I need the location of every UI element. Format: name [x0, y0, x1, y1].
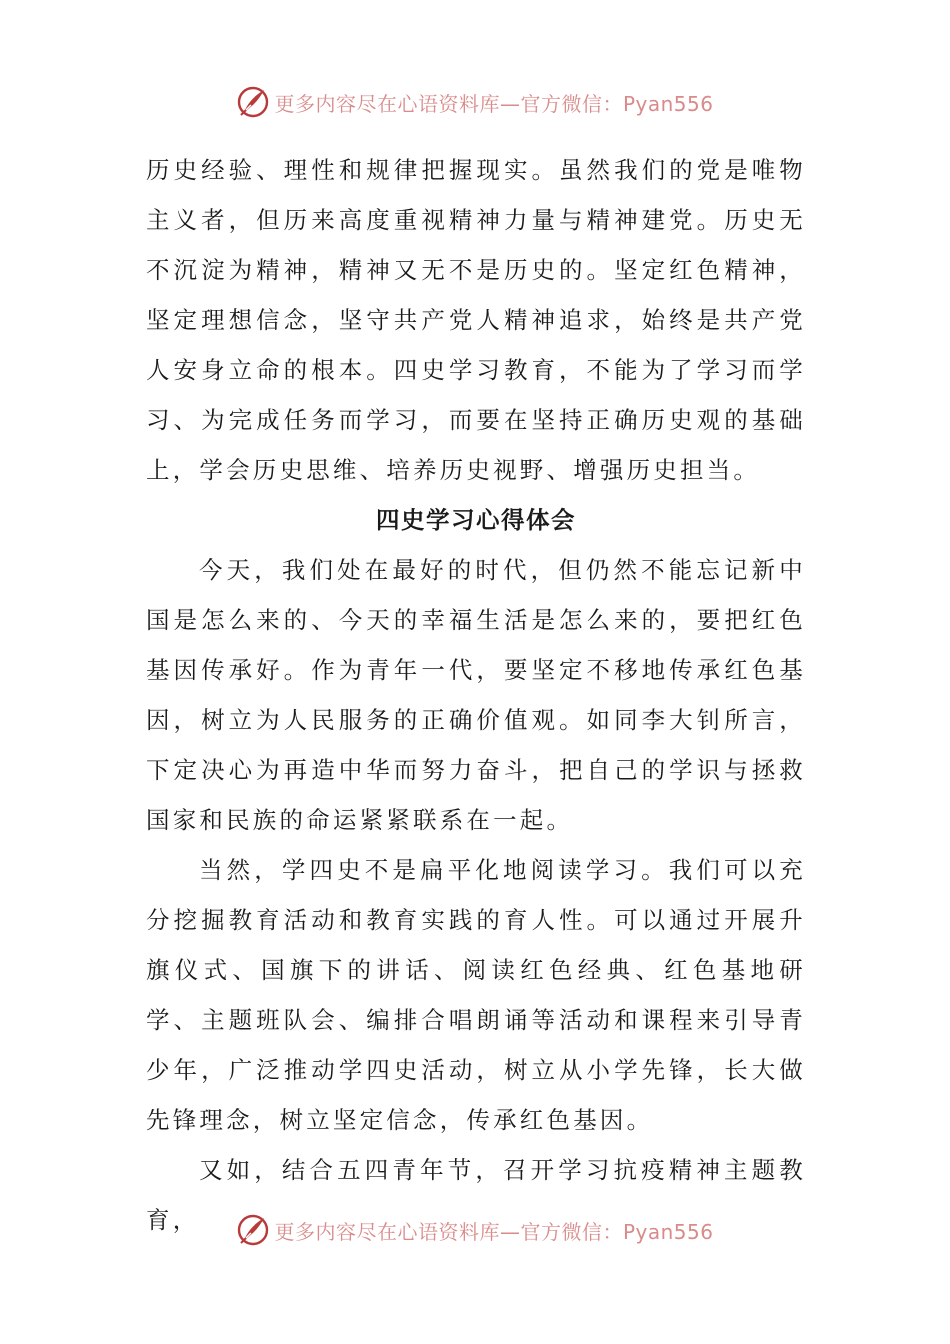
- document-body: [146, 145, 806, 1245]
- page-footer-banner: [0, 1210, 950, 1250]
- continuation-paragraph: 历史经验、理性和规律把握现实。虽然我们的党是唯物主义者，但历来高度重视精神力量与精神建党。历史无不沉淀为精神，精神又无不是历史的。坚定红色精神，坚定理想信念，坚守共产党人精神追求，始终是共产党人安身立命的根本。四史学习教育，不能为了学习而学习、为完成任务而学习，而要在坚持正确历史观的基础上，学会历史思维、培养历史视野、增强历史担当。: [146, 156, 806, 484]
- body-paragraph-3: 又如，结合五四青年节，召开学习抗疫精神主题教育，: [146, 1156, 806, 1234]
- quill-seal-icon: [236, 85, 270, 119]
- page-header-banner: [0, 82, 950, 122]
- body-paragraph-2: 当然，学四史不是扁平化地阅读学习。我们可以充分挖掘教育活动和教育实践的育人性。可以通过开展升旗仪式、国旗下的讲话、阅读红色经典、红色基地研学、主题班队会、编排合唱朗诵等活动和课程来引导青少年，广泛推动学四史活动，树立从小学先锋，长大做先锋理念，树立坚定信念，传承红色基因。: [146, 856, 806, 1134]
- footer-watermark-text: 更多内容尽在心语资料库—官方微信：Pyan556: [274, 1219, 714, 1244]
- body-paragraph-1: 今天，我们处在最好的时代，但仍然不能忘记新中国是怎么来的、今天的幸福生活是怎么来的，要把红色基因传承好。作为青年一代，要坚定不移地传承红色基因，树立为人民服务的正确价值观。如同李大钊所言，下定决心为再造中华而努力奋斗，把自己的学识与拯救国家和民族的命运紧紧联系在一起。: [146, 556, 806, 834]
- header-watermark-text: 更多内容尽在心语资料库—官方微信：Pyan556: [274, 91, 714, 116]
- quill-seal-icon: [236, 1213, 270, 1247]
- section-title: 四史学习心得体会: [376, 506, 576, 534]
